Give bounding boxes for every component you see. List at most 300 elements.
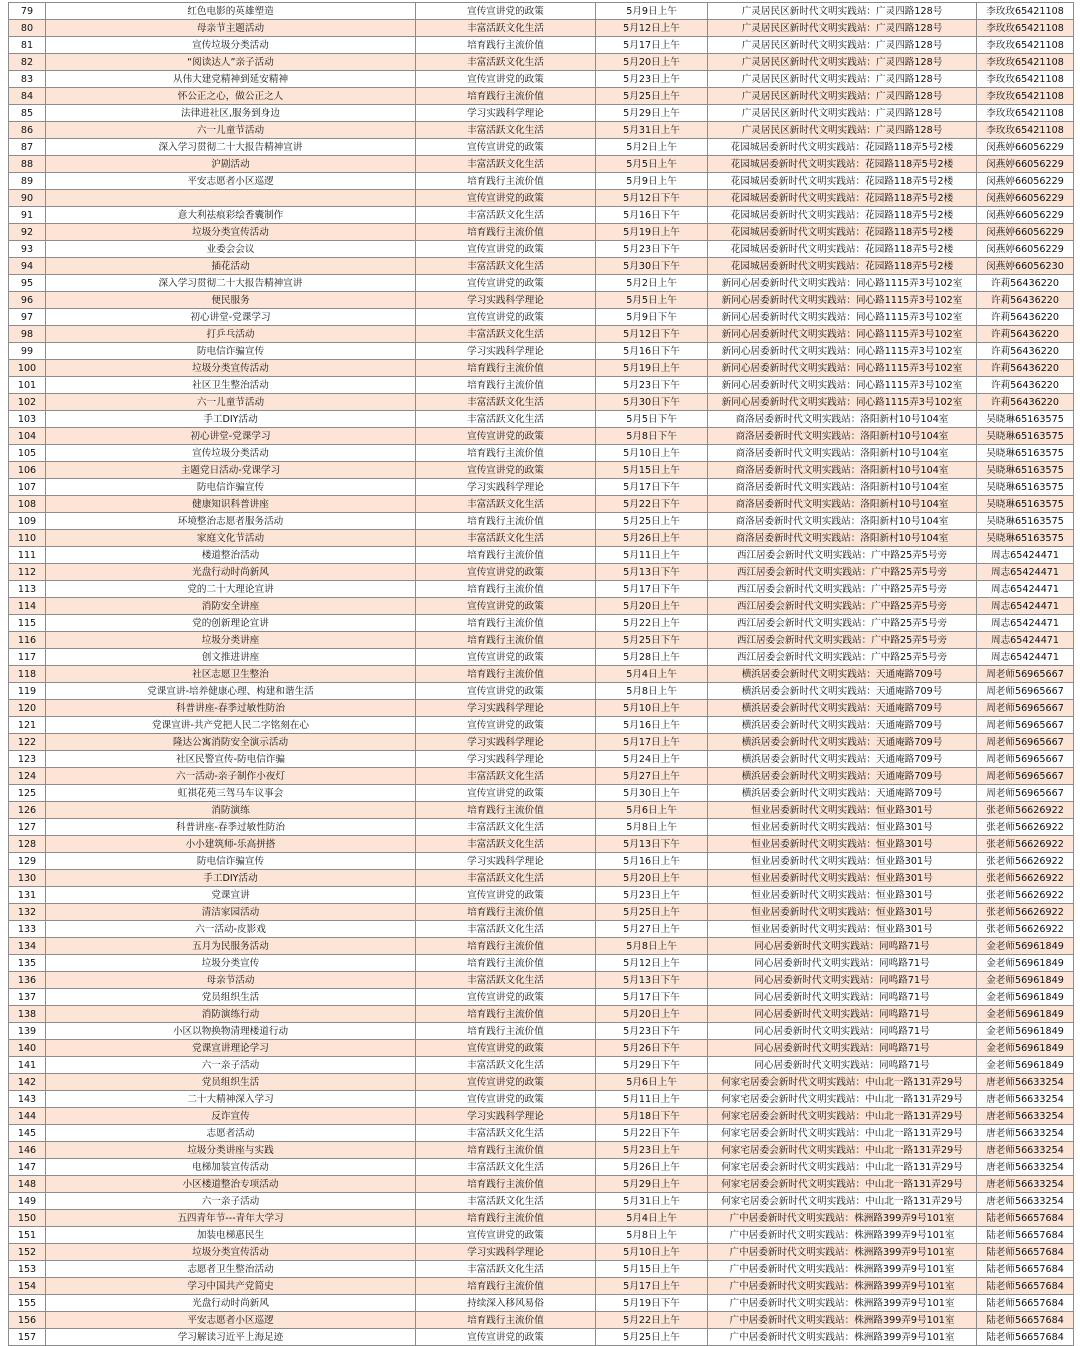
time-cell: 5月23日下午 [596,241,708,258]
row-number-cell: 95 [9,275,46,292]
time-cell: 5月18日下午 [596,1108,708,1125]
contact-cell: 李玫玫65421108 [977,122,1074,139]
row-number-cell: 119 [9,683,46,700]
table-row [9,989,1074,1006]
location-cell: 商洛居委新时代文明实践站：洛阳新村10号104室 [708,479,977,496]
activity-name-cell: 社区卫生整治活动 [46,377,416,394]
location-cell: 同心居委新时代文明实践站：同鸣路71号 [708,1040,977,1057]
contact-cell: 唐老师56633254 [977,1176,1074,1193]
table-row [9,1108,1074,1125]
contact-cell: 许莉56436220 [977,292,1074,309]
time-cell: 5月5日上午 [596,292,708,309]
category-cell: 培育践行主流价值 [416,581,596,598]
contact-cell: 张老师56626922 [977,853,1074,870]
contact-cell: 周志65424471 [977,581,1074,598]
category-cell: 宣传宣讲党的政策 [416,275,596,292]
contact-cell: 李玫玫65421108 [977,71,1074,88]
contact-cell: 周老师56965667 [977,751,1074,768]
contact-cell: 陆老师56657684 [977,1278,1074,1295]
location-cell: 商洛居委新时代文明实践站：洛阳新村10号104室 [708,462,977,479]
time-cell: 5月29日上午 [596,105,708,122]
category-cell: 培育践行主流价值 [416,1006,596,1023]
row-number-cell: 112 [9,564,46,581]
activity-name-cell: 防电信诈骗宣传 [46,479,416,496]
category-cell: 培育践行主流价值 [416,1176,596,1193]
location-cell: 广中居委新时代文明实践站：株洲路399弄9号101室 [708,1312,977,1329]
category-cell: 丰富活跃文化生活 [416,1159,596,1176]
location-cell: 新同心居委新时代文明实践站：同心路1115弄3号102室 [708,275,977,292]
time-cell: 5月2日上午 [596,275,708,292]
location-cell: 横浜居委会新时代文明实践站：天通庵路709号 [708,717,977,734]
contact-cell: 李玫玫65421108 [977,54,1074,71]
location-cell: 广灵居民区新时代文明实践站：广灵四路128号 [708,105,977,122]
category-cell: 丰富活跃文化生活 [416,326,596,343]
location-cell: 何家宅居委会新时代文明实践站：中山北一路131弄29号 [708,1125,977,1142]
contact-cell: 张老师56626922 [977,819,1074,836]
location-cell: 恒业居委新时代文明实践站：恒业路301号 [708,887,977,904]
row-number-cell: 123 [9,751,46,768]
row-number-cell: 156 [9,1312,46,1329]
location-cell: 新同心居委新时代文明实践站：同心路1115弄3号102室 [708,377,977,394]
contact-cell: 张老师56626922 [977,887,1074,904]
category-cell: 宣传宣讲党的政策 [416,598,596,615]
row-number-cell: 79 [9,3,46,20]
location-cell: 横浜居委会新时代文明实践站：天通庵路709号 [708,683,977,700]
time-cell: 5月31日上午 [596,1193,708,1210]
row-number-cell: 90 [9,190,46,207]
location-cell: 花园城居委新时代文明实践站：花园路118弄5号2楼 [708,173,977,190]
category-cell: 宣传宣讲党的政策 [416,717,596,734]
time-cell: 5月19日上午 [596,224,708,241]
table-row [9,1074,1074,1091]
time-cell: 5月17日上午 [596,37,708,54]
category-cell: 丰富活跃文化生活 [416,1057,596,1074]
activity-name-cell: 志愿者卫生整治活动 [46,1261,416,1278]
activity-name-cell: 光盘行动时尚新风 [46,564,416,581]
activity-name-cell: 六一亲子活动 [46,1057,416,1074]
table-row [9,122,1074,139]
activity-name-cell [46,190,416,207]
table-row [9,1125,1074,1142]
category-cell: 学习实践科学理论 [416,734,596,751]
contact-cell: 唐老师56633254 [977,1142,1074,1159]
category-cell: 宣传宣讲党的政策 [416,309,596,326]
time-cell: 5月22日上午 [596,615,708,632]
time-cell: 5月22日下午 [596,496,708,513]
table-row [9,581,1074,598]
contact-cell: 金老师56961849 [977,1057,1074,1074]
category-cell: 丰富活跃文化生活 [416,530,596,547]
time-cell: 5月23日上午 [596,887,708,904]
row-number-cell: 103 [9,411,46,428]
table-row [9,173,1074,190]
contact-cell: 吴晓琳65163575 [977,411,1074,428]
category-cell: 丰富活跃文化生活 [416,870,596,887]
contact-cell: 唐老师56633254 [977,1091,1074,1108]
row-number-cell: 139 [9,1023,46,1040]
activity-name-cell: 党课宣讲理论学习 [46,1040,416,1057]
time-cell: 5月26日下午 [596,1040,708,1057]
time-cell: 5月13日下午 [596,972,708,989]
contact-cell: 金老师56961849 [977,1023,1074,1040]
table-row [9,20,1074,37]
time-cell: 5月29日上午 [596,1176,708,1193]
location-cell: 同心居委新时代文明实践站：同鸣路71号 [708,1057,977,1074]
table-row [9,190,1074,207]
activity-name-cell: 虹祺花苑三驾马车议事会 [46,785,416,802]
category-cell: 培育践行主流价值 [416,88,596,105]
location-cell: 花园城居委新时代文明实践站：花园路118弄5号2楼 [708,241,977,258]
location-cell: 新同心居委新时代文明实践站：同心路1115弄3号102室 [708,394,977,411]
table-row [9,377,1074,394]
location-cell: 横浜居委会新时代文明实践站：天通庵路709号 [708,666,977,683]
contact-cell: 许莉56436220 [977,326,1074,343]
category-cell: 丰富活跃文化生活 [416,20,596,37]
row-number-cell: 154 [9,1278,46,1295]
activity-name-cell: 初心讲堂-党课学习 [46,309,416,326]
activity-name-cell: 党员组织生活 [46,1074,416,1091]
row-number-cell: 131 [9,887,46,904]
time-cell: 5月2日上午 [596,139,708,156]
table-row [9,1040,1074,1057]
category-cell: 学习实践科学理论 [416,105,596,122]
row-number-cell: 155 [9,1295,46,1312]
table-row [9,547,1074,564]
activity-name-cell: 党的二十大理论宣讲 [46,581,416,598]
row-number-cell: 137 [9,989,46,1006]
contact-cell: 吴晓琳65163575 [977,445,1074,462]
time-cell: 5月23日下午 [596,377,708,394]
activity-name-cell: 小区以物换物清理楼道行动 [46,1023,416,1040]
location-cell: 恒业居委新时代文明实践站：恒业路301号 [708,904,977,921]
contact-cell: 吴晓琳65163575 [977,479,1074,496]
category-cell: 学习实践科学理论 [416,1244,596,1261]
time-cell: 5月8日上午 [596,683,708,700]
table-row [9,904,1074,921]
location-cell: 何家宅居委会新时代文明实践站：中山北一路131弄29号 [708,1193,977,1210]
contact-cell: 周老师56965667 [977,768,1074,785]
table-row [9,1329,1074,1346]
location-cell: 花园城居委新时代文明实践站：花园路118弄5号2楼 [708,139,977,156]
location-cell: 同心居委新时代文明实践站：同鸣路71号 [708,972,977,989]
activity-name-cell: 社区民警宣传-防电信诈骗 [46,751,416,768]
table-row [9,105,1074,122]
activity-name-cell: 业委会会议 [46,241,416,258]
contact-cell: 张老师56626922 [977,904,1074,921]
row-number-cell: 83 [9,71,46,88]
table-row [9,853,1074,870]
activity-name-cell: 消防安全讲座 [46,598,416,615]
activity-name-cell: 沪剧活动 [46,156,416,173]
row-number-cell: 86 [9,122,46,139]
table-row [9,343,1074,360]
category-cell: 丰富活跃文化生活 [416,819,596,836]
time-cell: 5月9日上午 [596,173,708,190]
table-row [9,1057,1074,1074]
category-cell: 宣传宣讲党的政策 [416,1227,596,1244]
category-cell: 培育践行主流价值 [416,1312,596,1329]
activity-name-cell: 科普讲座-春季过敏性防治 [46,819,416,836]
table-row [9,37,1074,54]
time-cell: 5月8日上午 [596,938,708,955]
row-number-cell: 141 [9,1057,46,1074]
activity-name-cell: 宣传垃圾分类活动 [46,37,416,54]
location-cell: 恒业居委新时代文明实践站：恒业路301号 [708,802,977,819]
category-cell: 丰富活跃文化生活 [416,258,596,275]
category-cell: 丰富活跃文化生活 [416,768,596,785]
activity-name-cell: 垃圾分类讲座与实践 [46,1142,416,1159]
row-number-cell: 105 [9,445,46,462]
location-cell: 花园城居委新时代文明实践站：花园路118弄5号2楼 [708,207,977,224]
contact-cell: 金老师56961849 [977,938,1074,955]
row-number-cell: 136 [9,972,46,989]
row-number-cell: 142 [9,1074,46,1091]
row-number-cell: 147 [9,1159,46,1176]
category-cell: 学习实践科学理论 [416,479,596,496]
location-cell: 何家宅居委会新时代文明实践站：中山北一路131弄29号 [708,1176,977,1193]
time-cell: 5月17日上午 [596,734,708,751]
row-number-cell: 127 [9,819,46,836]
contact-cell: 唐老师56633254 [977,1125,1074,1142]
table-row [9,1176,1074,1193]
location-cell: 商洛居委新时代文明实践站：洛阳新村10号104室 [708,445,977,462]
category-cell: 丰富活跃文化生活 [416,1125,596,1142]
time-cell: 5月16日下午 [596,207,708,224]
activity-name-cell: 怀公正之心，做公正之人 [46,88,416,105]
activity-name-cell: 党的创新理论宣讲 [46,615,416,632]
time-cell: 5月23日上午 [596,1142,708,1159]
row-number-cell: 100 [9,360,46,377]
category-cell: 培育践行主流价值 [416,547,596,564]
location-cell: 新同心居委新时代文明实践站：同心路1115弄3号102室 [708,326,977,343]
table-row [9,632,1074,649]
location-cell: 西江居委会新时代文明实践站：广中路25弄5号旁 [708,564,977,581]
time-cell: 5月17日下午 [596,989,708,1006]
category-cell: 培育践行主流价值 [416,666,596,683]
row-number-cell: 101 [9,377,46,394]
activity-name-cell: 插花活动 [46,258,416,275]
row-number-cell: 125 [9,785,46,802]
time-cell: 5月4日上午 [596,666,708,683]
activity-name-cell: 母亲节活动 [46,972,416,989]
category-cell: 丰富活跃文化生活 [416,1261,596,1278]
activity-name-cell: 小小建筑师-乐高拼搭 [46,836,416,853]
table-row [9,785,1074,802]
contact-cell: 李玫玫65421108 [977,105,1074,122]
category-cell: 宣传宣讲党的政策 [416,1091,596,1108]
time-cell: 5月12日上午 [596,20,708,37]
row-number-cell: 114 [9,598,46,615]
contact-cell: 吴晓琳65163575 [977,496,1074,513]
location-cell: 横浜居委会新时代文明实践站：天通庵路709号 [708,768,977,785]
activity-table-body [9,3,1074,1346]
time-cell: 5月26日上午 [596,530,708,547]
location-cell: 横浜居委会新时代文明实践站：天通庵路709号 [708,734,977,751]
table-row [9,1193,1074,1210]
location-cell: 新同心居委新时代文明实践站：同心路1115弄3号102室 [708,360,977,377]
table-row [9,513,1074,530]
contact-cell: 周老师56965667 [977,785,1074,802]
contact-cell: 闵燕婷66056229 [977,139,1074,156]
table-row [9,275,1074,292]
row-number-cell: 94 [9,258,46,275]
category-cell: 宣传宣讲党的政策 [416,683,596,700]
category-cell: 丰富活跃文化生活 [416,54,596,71]
time-cell: 5月10日上午 [596,700,708,717]
time-cell: 5月25日下午 [596,632,708,649]
row-number-cell: 99 [9,343,46,360]
category-cell: 宣传宣讲党的政策 [416,3,596,20]
row-number-cell: 117 [9,649,46,666]
activity-name-cell: 从伟大建党精神到延安精神 [46,71,416,88]
table-row [9,802,1074,819]
contact-cell: 陆老师56657684 [977,1210,1074,1227]
contact-cell: 周志65424471 [977,547,1074,564]
category-cell: 培育践行主流价值 [416,37,596,54]
category-cell: 宣传宣讲党的政策 [416,139,596,156]
location-cell: 西江居委会新时代文明实践站：广中路25弄5号旁 [708,615,977,632]
contact-cell: 吴晓琳65163575 [977,428,1074,445]
time-cell: 5月13日下午 [596,564,708,581]
activity-name-cell: 六一活动-皮影戏 [46,921,416,938]
row-number-cell: 97 [9,309,46,326]
location-cell: 广灵居民区新时代文明实践站：广灵四路128号 [708,88,977,105]
time-cell: 5月9日下午 [596,309,708,326]
category-cell: 培育践行主流价值 [416,955,596,972]
table-row [9,972,1074,989]
row-number-cell: 150 [9,1210,46,1227]
activity-name-cell: 母亲节主题活动 [46,20,416,37]
time-cell: 5月25日上午 [596,513,708,530]
location-cell: 花园城居委新时代文明实践站：花园路118弄5号2楼 [708,258,977,275]
row-number-cell: 132 [9,904,46,921]
table-row [9,938,1074,955]
time-cell: 5月20日上午 [596,870,708,887]
time-cell: 5月15日上午 [596,462,708,479]
activity-name-cell: 消防演练 [46,802,416,819]
row-number-cell: 98 [9,326,46,343]
time-cell: 5月22日上午 [596,1312,708,1329]
row-number-cell: 120 [9,700,46,717]
contact-cell: 闵燕婷66056229 [977,241,1074,258]
location-cell: 西江居委会新时代文明实践站：广中路25弄5号旁 [708,547,977,564]
contact-cell: 闵燕婷66056229 [977,190,1074,207]
row-number-cell: 118 [9,666,46,683]
time-cell: 5月11日上午 [596,547,708,564]
contact-cell: 周老师56965667 [977,734,1074,751]
table-row [9,207,1074,224]
activity-name-cell: 五月为民服务活动 [46,938,416,955]
contact-cell: 陆老师56657684 [977,1312,1074,1329]
row-number-cell: 107 [9,479,46,496]
contact-cell: 周志65424471 [977,615,1074,632]
row-number-cell: 122 [9,734,46,751]
row-number-cell: 89 [9,173,46,190]
table-row [9,88,1074,105]
time-cell: 5月31日上午 [596,122,708,139]
category-cell: 丰富活跃文化生活 [416,1193,596,1210]
row-number-cell: 145 [9,1125,46,1142]
activity-name-cell: 红色电影的英雄塑造 [46,3,416,20]
time-cell: 5月20日上午 [596,598,708,615]
time-cell: 5月19日下午 [596,1295,708,1312]
table-row [9,1023,1074,1040]
activity-name-cell: 健康知识科普讲座 [46,496,416,513]
contact-cell: 唐老师56633254 [977,1108,1074,1125]
activity-name-cell: 垃圾分类宣传 [46,955,416,972]
contact-cell: 李玫玫65421108 [977,88,1074,105]
activity-name-cell: 垃圾分类讲座 [46,632,416,649]
contact-cell: 金老师56961849 [977,989,1074,1006]
row-number-cell: 144 [9,1108,46,1125]
time-cell: 5月24日上午 [596,751,708,768]
location-cell: 广中居委新时代文明实践站：株洲路399弄9号101室 [708,1210,977,1227]
category-cell: 丰富活跃文化生活 [416,496,596,513]
time-cell: 5月8日上午 [596,819,708,836]
location-cell: 同心居委新时代文明实践站：同鸣路71号 [708,938,977,955]
contact-cell: 闵燕婷66056230 [977,258,1074,275]
time-cell: 5月11日上午 [596,1091,708,1108]
contact-cell: 周老师56965667 [977,700,1074,717]
table-row [9,1278,1074,1295]
row-number-cell: 91 [9,207,46,224]
category-cell: 宣传宣讲党的政策 [416,1074,596,1091]
time-cell: 5月10日上午 [596,445,708,462]
category-cell: 培育践行主流价值 [416,615,596,632]
activity-name-cell: 意大利祛痕彩绘香囊制作 [46,207,416,224]
category-cell: 丰富活跃文化生活 [416,207,596,224]
activity-name-cell: 党课宣讲 [46,887,416,904]
row-number-cell: 151 [9,1227,46,1244]
contact-cell: 许莉56436220 [977,394,1074,411]
table-row [9,258,1074,275]
activity-name-cell: 党课宣讲-培养健康心理、构建和谐生活 [46,683,416,700]
table-row [9,836,1074,853]
location-cell: 广中居委新时代文明实践站：株洲路399弄9号101室 [708,1329,977,1346]
contact-cell: 周老师56965667 [977,666,1074,683]
table-row [9,1295,1074,1312]
contact-cell: 许莉56436220 [977,343,1074,360]
row-number-cell: 85 [9,105,46,122]
category-cell: 培育践行主流价值 [416,632,596,649]
category-cell: 宣传宣讲党的政策 [416,887,596,904]
row-number-cell: 146 [9,1142,46,1159]
table-row [9,139,1074,156]
table-row [9,1261,1074,1278]
activity-name-cell: 六一儿童节活动 [46,122,416,139]
location-cell: 恒业居委新时代文明实践站：恒业路301号 [708,853,977,870]
location-cell: 恒业居委新时代文明实践站：恒业路301号 [708,921,977,938]
contact-cell: 周志65424471 [977,564,1074,581]
activity-name-cell: 五四青年节---青年大学习 [46,1210,416,1227]
category-cell: 丰富活跃文化生活 [416,156,596,173]
activity-name-cell: 六一儿童节活动 [46,394,416,411]
table-row [9,768,1074,785]
location-cell: 同心居委新时代文明实践站：同鸣路71号 [708,989,977,1006]
row-number-cell: 84 [9,88,46,105]
activity-table [8,2,1074,1346]
location-cell: 商洛居委新时代文明实践站：洛阳新村10号104室 [708,530,977,547]
table-row [9,887,1074,904]
row-number-cell: 108 [9,496,46,513]
activity-name-cell: 深入学习贯彻二十大报告精神宣讲 [46,139,416,156]
row-number-cell: 109 [9,513,46,530]
category-cell: 丰富活跃文化生活 [416,836,596,853]
time-cell: 5月16日下午 [596,343,708,360]
table-row [9,1159,1074,1176]
location-cell: 花园城居委新时代文明实践站：花园路118弄5号2楼 [708,156,977,173]
category-cell: 丰富活跃文化生活 [416,122,596,139]
